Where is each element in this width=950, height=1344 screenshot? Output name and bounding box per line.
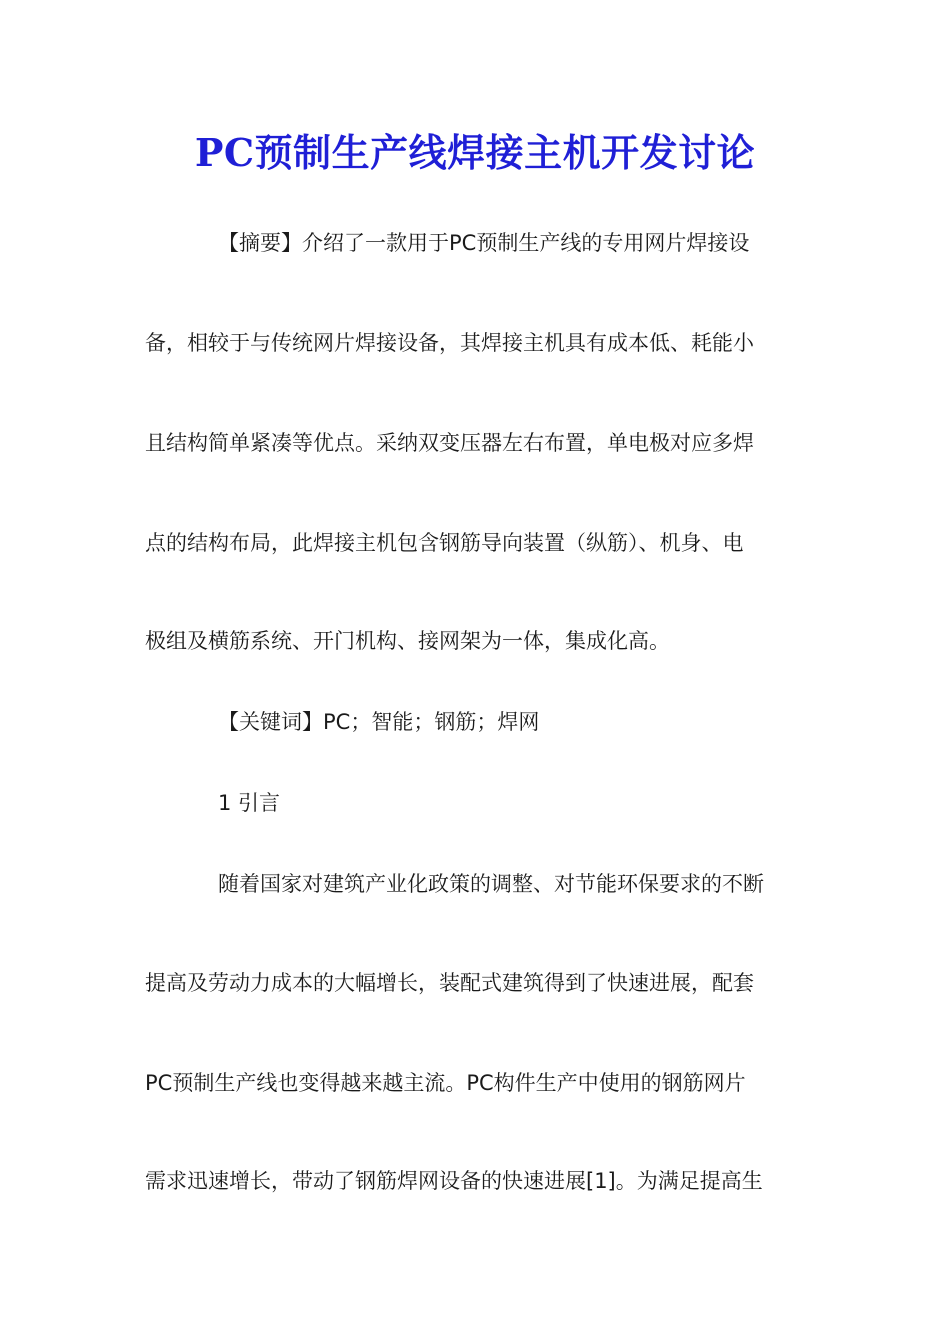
document-title: PC预制生产线焊接主机开发讨论 (194, 130, 756, 175)
body-line-2: 提高及劳动力成本的大幅增长，装配式建筑得到了快速进展，配套 (145, 971, 754, 995)
body-line-4: 需求迅速增长，带动了钢筋焊网设备的快速进展[1]。为满足提高生 (145, 1169, 763, 1193)
abstract-line-1: 【摘要】介绍了一款用于PC预制生产线的专用网片焊接设 (218, 231, 750, 255)
abstract-line-2: 备，相较于与传统网片焊接设备，其焊接主机具有成本低、耗能小 (145, 331, 754, 355)
body-line-1: 随着国家对建筑产业化政策的调整、对节能环保要求的不断 (218, 872, 764, 896)
body-line-3: PC预制生产线也变得越来越主流。PC构件生产中使用的钢筋网片 (145, 1071, 746, 1095)
abstract-line-5: 极组及横筋系统、开门机构、接网架为一体，集成化高。 (145, 629, 670, 653)
section-heading: 1 引言 (218, 791, 281, 815)
abstract-line-3: 且结构简单紧凑等优点。采纳双变压器左右布置，单电极对应多焊 (145, 431, 754, 455)
abstract-line-4: 点的结构布局，此焊接主机包含钢筋导向装置（纵筋）、机身、电 (145, 531, 744, 555)
keywords-line: 【关键词】PC；智能；钢筋；焊网 (218, 710, 540, 734)
